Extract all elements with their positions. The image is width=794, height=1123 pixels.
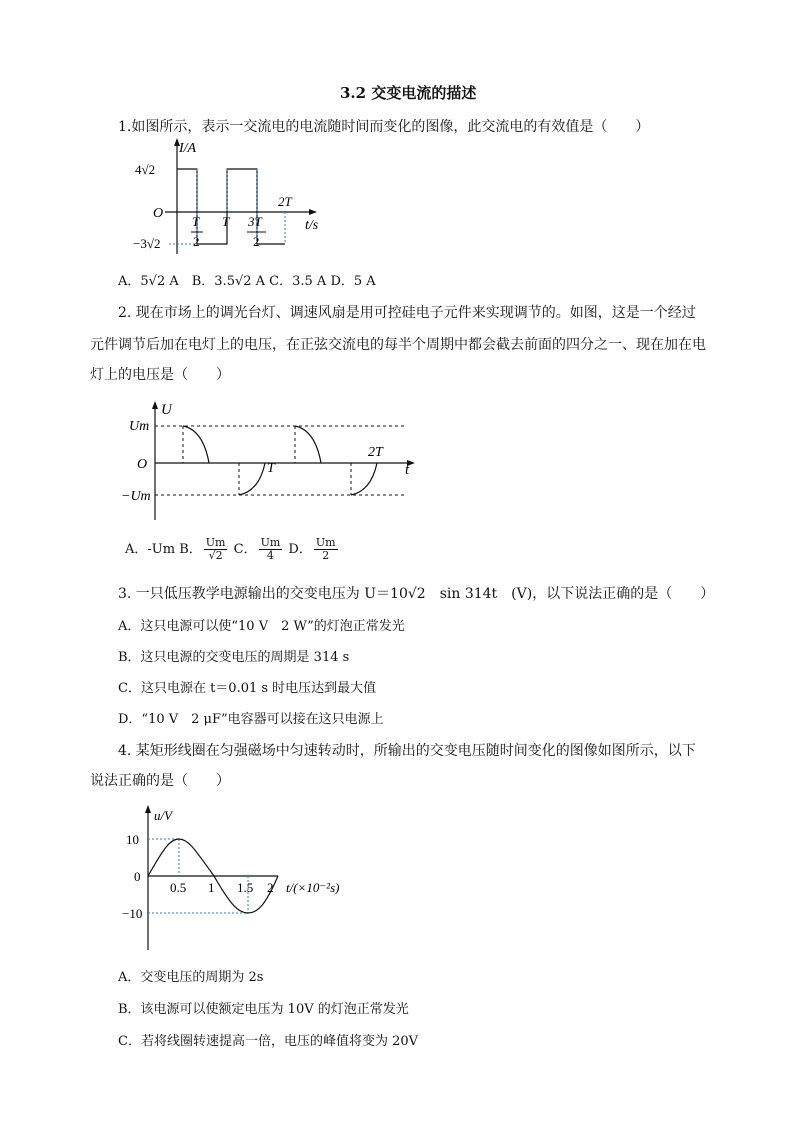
q2-t-full: T <box>267 461 275 476</box>
q2-line1: 2. 现在市场上的调光台灯、调速风扇是用可控硅电子元件来实现调节的。如图，这是一个经过 <box>118 305 696 321</box>
q3-option-d: D．“10 V 2 μF”电容器可以接在这只电源上 <box>118 712 384 727</box>
q2-option-c-label: C． <box>233 542 257 557</box>
q2-voltage-graph <box>115 398 425 523</box>
q2-xlabel: t <box>405 462 410 478</box>
q2-origin: O <box>137 457 148 472</box>
q2-options <box>125 537 340 562</box>
q2-umax: Um <box>129 419 150 434</box>
q1-t-3half-num: 3T <box>248 214 262 229</box>
q1-t-half-num: T <box>192 214 200 229</box>
q1-ymin: −3√2 <box>133 236 161 251</box>
q1-origin: O <box>153 206 164 221</box>
q4-option-a: A．交变电压的周期为 2s <box>118 970 264 985</box>
q2-ylabel: U <box>161 402 172 418</box>
q4-line2: 说法正确的是（ ） <box>90 773 230 789</box>
q1-t-half-den: 2 <box>193 234 200 249</box>
q2-t-2: 2T <box>368 445 383 460</box>
q4-y-zero: 0 <box>134 869 141 884</box>
q1-ylabel: I/A <box>179 141 197 156</box>
q1-ymax: 4√2 <box>135 162 156 177</box>
q4-x-05: 0.5 <box>170 880 187 895</box>
q4-x-2: 2 <box>267 880 274 895</box>
q3-option-c: C．这只电源在 t＝0.01 s 时电压达到最大值 <box>118 681 377 696</box>
q2-option-d-label: D． <box>288 542 312 557</box>
q3-option-b: B．这只电源的交变电压的周期是 314 s <box>118 650 350 665</box>
q1-options: A．5√2 A B．3.5√2 A C．3.5 A D．5 A <box>118 274 376 289</box>
q2-option-a: A．-Um <box>125 542 176 557</box>
q1-xlabel: t/s <box>305 218 319 233</box>
q2-umin: −Um <box>121 489 151 504</box>
q4-x-1: 1 <box>208 880 215 895</box>
q2-option-d-den: 2 <box>322 549 330 562</box>
q4-line1: 4. 某矩形线圈在匀强磁场中匀速转动时，所输出的交变电压随时间变化的图像如图所示，以下 <box>118 743 696 759</box>
q4-xlabel: t/(×10⁻²s) <box>286 880 340 895</box>
q2-option-d-num: Um <box>315 536 336 549</box>
q2-option-c-frac <box>259 537 283 562</box>
q4-y-bottom: −10 <box>122 906 143 921</box>
q3-text: 3. 一只低压教学电源输出的交变电压为 U＝10√2 sin 314t (V)，以下说法正确的是（ ） <box>118 586 715 602</box>
page-title: 3.2 交变电流的描述 <box>340 84 477 102</box>
q1-t-full: T <box>222 214 230 229</box>
q2-option-c-num: Um <box>260 536 281 549</box>
q1-t-3half-den: 2 <box>253 234 260 249</box>
q2-option-b-den: √2 <box>208 549 223 562</box>
q1-text: 1.如图所示，表示一交流电的电流随时间而变化的图像，此交流电的有效值是（ ） <box>118 119 650 135</box>
q2-option-b-num: Um <box>205 536 226 549</box>
q2-option-c-den: 4 <box>266 549 274 562</box>
q1-current-graph <box>125 136 335 262</box>
q4-y-top: 10 <box>126 832 139 847</box>
q4-option-b: B．该电源可以使额定电压为 10V 的灯泡正常发光 <box>118 1002 409 1017</box>
q1-t-2: 2T <box>278 194 292 209</box>
q4-ylabel: u/V <box>154 808 173 823</box>
q4-option-c: C．若将线圈转速提高一倍，电压的峰值将变为 20V <box>118 1034 419 1049</box>
q2-option-d-frac <box>314 537 338 562</box>
q2-line2: 元件调节后加在电灯上的电压，在正弦交流电的每半个周期中都会截去前面的四分之一、现在加在电 <box>90 337 706 353</box>
q4-x-15: 1.5 <box>237 880 254 895</box>
q2-option-b-frac <box>204 537 228 562</box>
q2-line3: 灯上的电压是（ ） <box>90 367 230 383</box>
q2-option-b-label: B． <box>179 542 202 557</box>
q4-sine-graph <box>120 800 370 952</box>
q3-option-a: A．这只电源可以使“10 V 2 W”的灯泡正常发光 <box>118 619 405 634</box>
